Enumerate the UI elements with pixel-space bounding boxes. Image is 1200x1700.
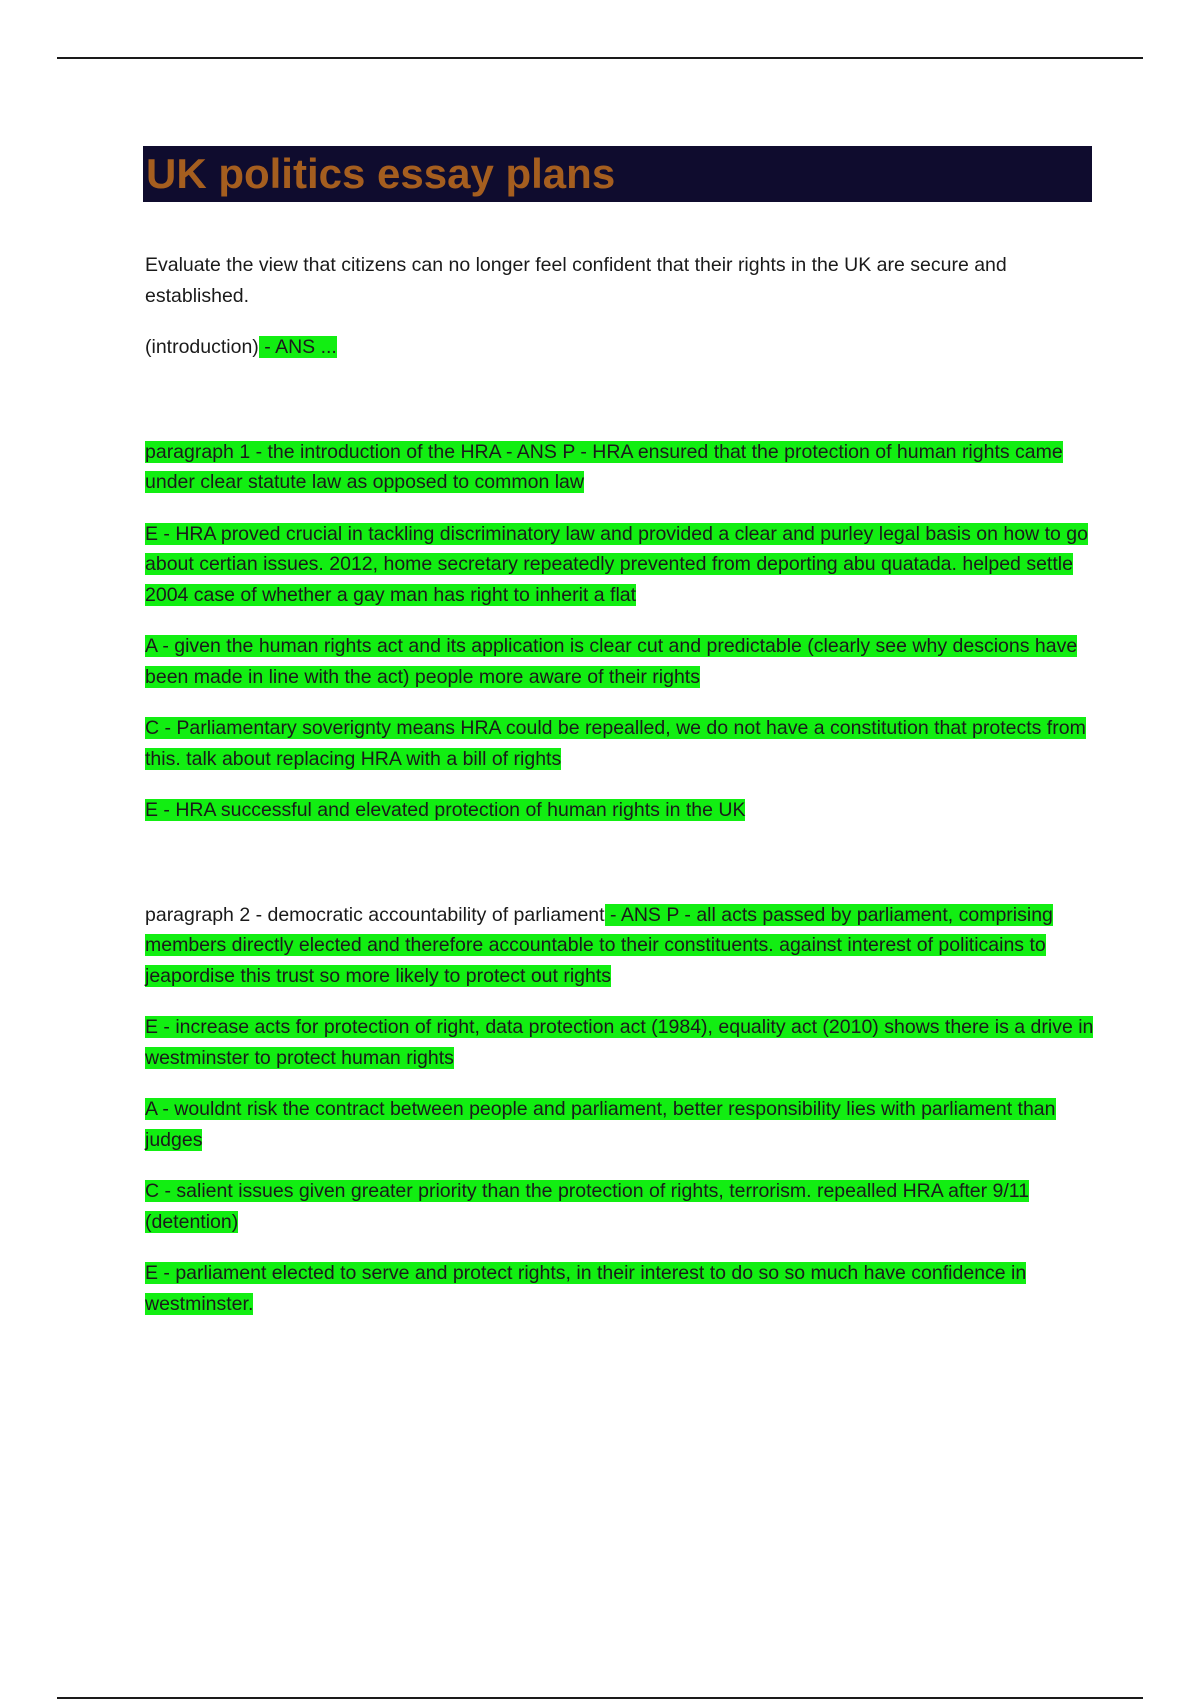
introduction-label: (introduction) <box>145 336 259 358</box>
paragraph-2-evidence <box>145 1012 1095 1073</box>
top-rule <box>57 57 1143 59</box>
highlighted-text: A - given the human rights act and its application is clear cut and predictable (clearly see why descions have been made in line with the act) people more aware of their rights <box>145 635 1078 688</box>
paragraph-1-evidence <box>145 519 1095 611</box>
highlighted-text: E - parliament elected to serve and protect rights, in their interest to do so so much have confidence in westminster. <box>145 1262 1027 1315</box>
spacer <box>145 847 1095 900</box>
document-body <box>145 250 1095 1340</box>
paragraph-1-evaluation <box>145 795 1095 826</box>
highlighted-text: C - salient issues given greater priority than the protection of rights, terrorism. repealled HRA after 9/11 (detention) <box>145 1180 1030 1233</box>
highlighted-text: C - Parliamentary soverignty means HRA could be repealled, we do not have a constitution that protects from this. talk about replacing HRA with a bill of rights <box>145 717 1086 770</box>
paragraph-1-analysis <box>145 631 1095 692</box>
highlighted-text: E - HRA proved crucial in tackling discriminatory law and provided a clear and purley legal basis on how to go about certian issues. 2012, home secretary repeatedly prevented from deporting abu quatada. helped settle 2004 case of whether a gay man has right to inherit a flat <box>145 522 1088 606</box>
highlighted-text: E - increase acts for protection of right, data protection act (1984), equality act (2010) shows there is a drive in westminster to protect human rights <box>145 1016 1094 1069</box>
paragraph-2-counter <box>145 1176 1095 1237</box>
paragraph-2-label: paragraph 2 - democratic accountability of parliament <box>145 903 605 926</box>
document-title: UK politics essay plans <box>146 150 616 197</box>
highlighted-text: paragraph 1 - the introduction of the HRA - ANS P - HRA ensured that the protection of human rights came under clear statute law as opposed to common law <box>145 440 1063 493</box>
paragraph-2-analysis <box>145 1094 1095 1155</box>
paragraph-2-answer: - ANS P - all acts passed by parliament, comprising members directly elected and therefore accountable to their constituents. against interest of politicains to jeapordise this trust so more likely to protect out rights <box>145 903 1053 987</box>
essay-question: Evaluate the view that citizens can no longer feel confident that their rights in the UK are secure and established. <box>145 254 1007 307</box>
paragraph-2-point <box>145 900 1095 992</box>
highlighted-text: E - HRA successful and elevated protection of human rights in the UK <box>145 799 746 821</box>
introduction <box>145 332 1095 363</box>
spacer <box>145 384 1095 437</box>
paragraph-1-point <box>145 437 1095 498</box>
paragraph-1-counter <box>145 713 1095 774</box>
title-banner <box>143 146 1092 202</box>
introduction-answer: - ANS ... <box>258 336 337 358</box>
paragraph-2-evaluation <box>145 1258 1095 1319</box>
highlighted-text: A - wouldnt risk the contract between people and parliament, better responsibility lies with parliament than judges <box>145 1098 1056 1151</box>
bottom-rule <box>57 1697 1143 1699</box>
